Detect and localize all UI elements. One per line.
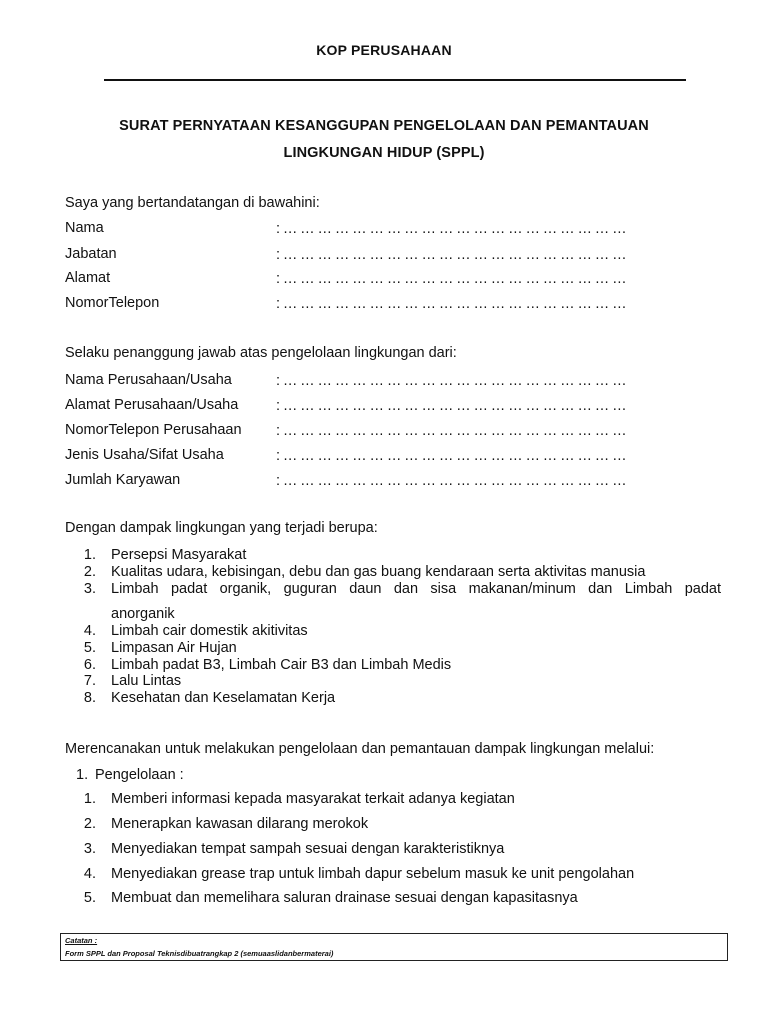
plan-item: Menerapkan kawasan dilarang merokok — [111, 816, 369, 832]
list-number: 2. — [83, 816, 96, 832]
field-label-nama: Nama — [65, 220, 104, 236]
impact-item: Persepsi Masyarakat — [111, 547, 247, 563]
field-blank-telepon-perusahaan[interactable]: : … … … … … … … … … … … … … … … … … … … … — [276, 423, 627, 439]
list-number: 5. — [83, 890, 96, 906]
impact-item: Limpasan Air Hujan — [111, 640, 237, 656]
company-intro: Selaku penanggung jawab atas pengelolaan lingkungan dari: — [65, 345, 457, 361]
list-number: 7. — [83, 673, 96, 689]
list-number: 8. — [83, 690, 96, 706]
impacts-intro: Dengan dampak lingkungan yang terjadi berupa: — [65, 520, 378, 536]
field-label-telepon: NomorTelepon — [65, 295, 160, 311]
plan-item: Membuat dan memelihara saluran drainase sesuai dengan kapasitasnya — [111, 890, 578, 906]
impact-item: Lalu Lintas — [111, 673, 182, 689]
list-number: 5. — [83, 640, 96, 656]
note-label: Catatan : — [65, 936, 98, 945]
document-title-line-2: LINGKUNGAN HIDUP (SPPL) — [283, 145, 485, 161]
plan-section-label: Pengelolaan : — [95, 767, 184, 783]
list-number: 3. — [83, 841, 96, 857]
field-blank-jabatan[interactable]: : … … … … … … … … … … … … … … … … … … … … — [276, 247, 627, 263]
plan-item: Menyediakan tempat sampah sesuai dengan karakteristiknya — [111, 841, 505, 857]
field-blank-jumlah-karyawan[interactable]: : … … … … … … … … … … … … … … … … … … … … — [276, 473, 627, 489]
list-number: 1. — [83, 791, 96, 807]
field-blank-alamat-perusahaan[interactable]: : … … … … … … … … … … … … … … … … … … … … — [276, 398, 627, 414]
letterhead-title: KOP PERUSAHAAN — [316, 42, 452, 58]
letterhead-divider — [104, 79, 686, 81]
signatory-intro: Saya yang bertandatangan di bawahini: — [65, 195, 320, 211]
plan-intro: Merencanakan untuk melakukan pengelolaan dan pemantauan dampak lingkungan melalui: — [65, 741, 655, 757]
list-number: 4. — [83, 866, 96, 882]
list-number: 1. — [83, 547, 96, 563]
impact-item-continuation: anorganik — [111, 606, 175, 622]
note-text: Form SPPL dan Proposal Teknisdibuatrangkap 2 (semuaaslidanbermaterai) — [65, 949, 334, 958]
field-blank-nama[interactable]: : … … … … … … … … … … … … … … … … … … … … — [276, 221, 627, 237]
plan-item: Menyediakan grease trap untuk limbah dapur sebelum masuk ke unit pengolahan — [111, 866, 635, 882]
impact-item: Kesehatan dan Keselamatan Kerja — [111, 690, 336, 706]
field-label-alamat: Alamat — [65, 270, 111, 286]
list-number: 2. — [83, 564, 96, 580]
impact-item: Kualitas udara, kebisingan, debu dan gas buang kendaraan serta aktivitas manusia — [111, 564, 646, 580]
field-label-alamat-perusahaan: Alamat Perusahaan/Usaha — [65, 397, 239, 413]
field-blank-jenis-usaha[interactable]: : … … … … … … … … … … … … … … … … … … … … — [276, 448, 627, 464]
list-number: 4. — [83, 623, 96, 639]
impact-item: Limbah cair domestik akitivitas — [111, 623, 308, 639]
impact-item: Limbah padat B3, Limbah Cair B3 dan Limbah Medis — [111, 657, 452, 673]
impact-item: Limbah padat organik, guguran daun dan sisa makanan/minum dan Limbah padat — [111, 581, 721, 597]
list-number: 6. — [83, 657, 96, 673]
field-label-jabatan: Jabatan — [65, 246, 117, 262]
field-label-jumlah-karyawan: Jumlah Karyawan — [65, 472, 181, 488]
document-title-line-1: SURAT PERNYATAAN KESANGGUPAN PENGELOLAAN DAN PEMANTAUAN — [119, 118, 649, 134]
field-blank-nama-perusahaan[interactable]: : … … … … … … … … … … … … … … … … … … … … — [276, 373, 627, 389]
plan-section-number: 1. — [76, 767, 89, 783]
field-label-nama-perusahaan: Nama Perusahaan/Usaha — [65, 372, 232, 388]
field-blank-telepon[interactable]: : … … … … … … … … … … … … … … … … … … … … — [276, 296, 627, 312]
plan-item: Memberi informasi kepada masyarakat terkait adanya kegiatan — [111, 791, 515, 807]
field-label-telepon-perusahaan: NomorTelepon Perusahaan — [65, 422, 242, 438]
field-label-jenis-usaha: Jenis Usaha/Sifat Usaha — [65, 447, 224, 463]
field-blank-alamat[interactable]: : … … … … … … … … … … … … … … … … … … … … — [276, 271, 627, 287]
list-number: 3. — [83, 581, 96, 597]
